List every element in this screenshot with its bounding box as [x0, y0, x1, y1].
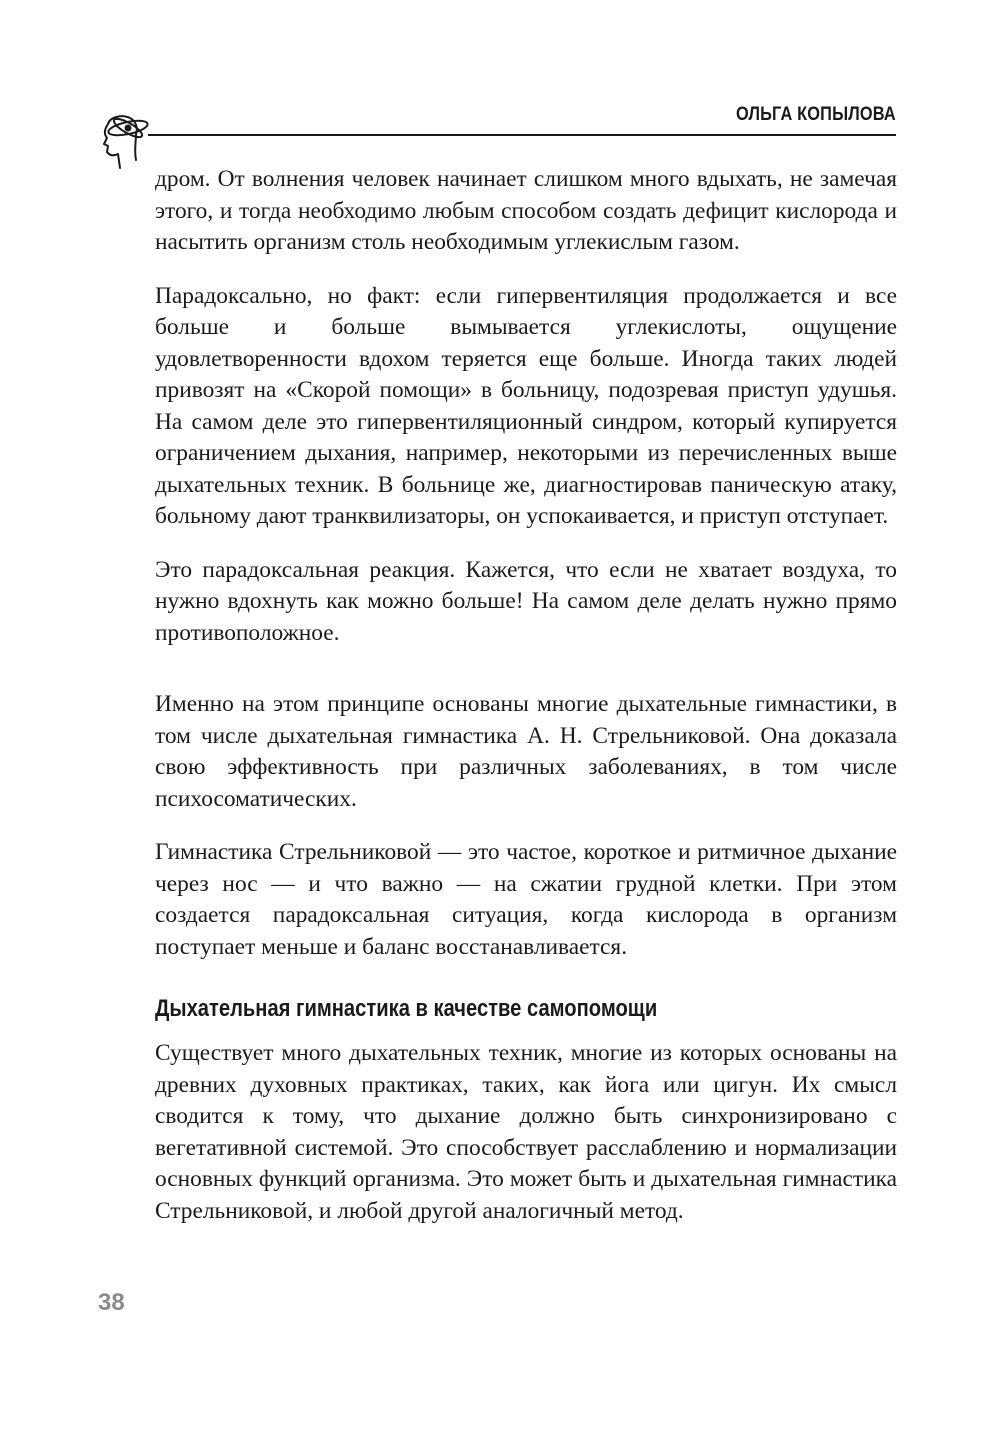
paragraph: Гимнастика Стрельниковой — это частое, короткое и ритмичное дыхание через нос — и что важно — на сжатии грудной клетки. При этом создается парадоксальная ситуация, когда кислорода в организм поступает меньше и баланс восстанавливается.	[155, 839, 897, 960]
head-with-atom-icon	[98, 112, 156, 174]
paragraph: дром. От волнения человек начинает слишком много вдыхать, не замечая этого, и тогда необходимо любым способом создать дефицит кислорода и насытить организм столь необходимым углекислым газом.	[155, 166, 897, 255]
paragraph: Именно на этом принципе основаны многие дыхательные гимнастики, в том числе дыхательная гимнастика А. Н. Стрельниковой. Она доказала свою эффективность при различных заболеваниях, в том числе психосоматических.	[155, 691, 897, 812]
header-rule	[148, 134, 896, 136]
running-head-author: ОЛЬГА КОПЫЛОВА	[736, 104, 896, 125]
paragraph: Парадоксально, но факт: если гипервентиляция продолжается и все больше и больше вымывается углекислоты, ощущение удовлетворенности вдохом теряется еще больше. Иногда таких людей привозят на «Скорой помощи» в больницу, подозревая приступ удушья. На самом деле это гипервентиляционный синдром, который купируется ограничением дыхания, например, некоторыми из перечисленных выше дыхательных техник. В больнице же, диагностировав паническую атаку, больному дают транквилизаторы, он успокаивается, и приступ отступает.	[155, 282, 897, 529]
paragraph: Существует много дыхательных техник, многие из которых основаны на древних духовных практиках, таких, как йога или цигун. Их смысл сводится к тому, что дыхание должно быть синхронизировано с вегетативной системой. Это способствует расслаблению и нормализации основных функций организма. Это может быть и дыхательная гимнастика Стрельниковой, и любой другой аналогичный метод.	[155, 1040, 897, 1224]
page-body	[155, 164, 897, 1249]
page-number: 38	[98, 1289, 125, 1316]
section-heading: Дыхательная гимнастика в качестве самопомощи	[155, 995, 658, 1022]
paragraph: Это парадоксальная реакция. Кажется, что если не хватает воздуха, то нужно вдохнуть как можно больше! На самом деле делать нужно прямо противоположное.	[155, 556, 897, 646]
